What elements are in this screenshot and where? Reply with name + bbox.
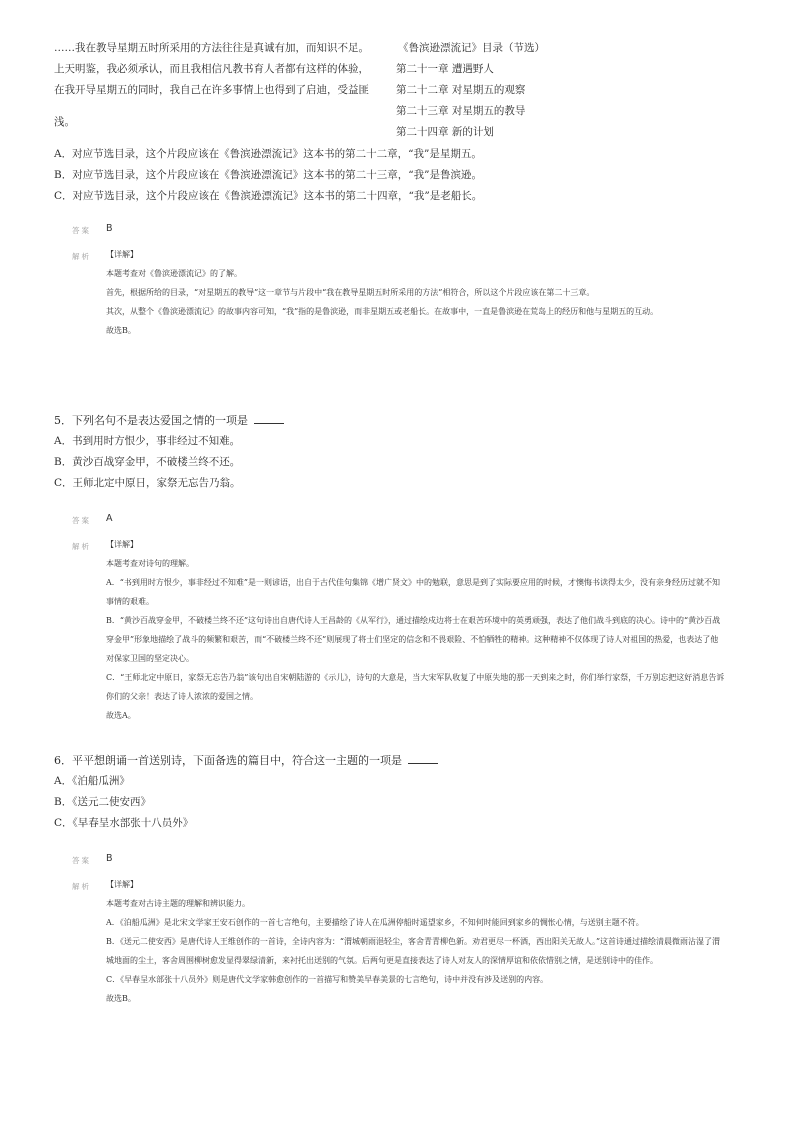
option-b: B．黄沙百战穿金甲，不破楼兰终不还。 [54,456,241,468]
toc-item: 第二十一章 遭遇野人 [396,63,494,75]
question-text: 5．下列名句不是表达爱国之情的一项是 [54,414,248,427]
option-b: B．对应节选目录，这个片段应该在《鲁滨逊漂流记》这本书的第二十三章，“我”是鲁滨逊。 [54,169,482,181]
analysis-para: A．《泊船瓜洲》是北宋文学家王安石创作的一首七言绝句，主要描绘了诗人在瓜洲停船时遥望家乡，不知何时能回到家乡的惆怅心情，与送别主题不符。 [106,918,644,927]
analysis-para: 本题考查对诗句的理解。 [106,559,194,568]
analysis-para: 本题考查对古诗主题的理解和辨识能力。 [106,899,250,908]
answer-value: A [106,513,113,524]
analysis-para: 其次，从整个《鲁滨逊漂流记》的故事内容可知，“我”指的是鲁滨逊，而非星期五或老船长。在故事中，一直是鲁滨逊在荒岛上的经历和他与星期五的互动。 [106,307,659,316]
analysis-block [106,245,726,340]
answer-label: 答案 [72,516,91,525]
analysis-para: 【详解】 [106,880,138,889]
toc-item: 第二十三章 对星期五的教导 [396,105,526,117]
answer-value: B [106,223,113,234]
analysis-label: 解析 [72,542,91,551]
analysis-para: B．《送元二使安西》是唐代诗人王维创作的一首诗，全诗内容为：“渭城朝雨浥轻尘，客舍青青柳色新。劝君更尽一杯酒，西出阳关无故人。”这首诗通过描绘清晨微雨沾湿了渭城地面的尘土，客舍周围柳树愈发显得翠绿清新，来衬托出送别的气氛。后两句更是直接表达了诗人对友人的深情厚谊和依依惜别之情，是送别诗中的佳作。 [106,937,721,965]
passage-line: 上天明鉴，我必须承认，而且我相信凡教书育人者都有这样的体验， [54,63,369,75]
analysis-para: 故选A。 [106,711,136,720]
toc-item: 第二十二章 对星期五的观察 [396,84,526,96]
answer-blank [254,413,284,424]
analysis-para: 故选B。 [106,994,136,1003]
answer-label: 答案 [72,226,91,235]
analysis-para: 故选B。 [106,326,136,335]
passage-line: 浅。 [54,116,75,128]
analysis-para: 【详解】 [106,250,138,259]
passage-line: 在我开导星期五的同时，我自己在许多事情上也得到了启迪，受益匪 [54,84,369,96]
passage-line: ……我在教导星期五时所采用的方法往往是真诚有加，而知识不足。 [54,42,369,54]
answer-blank [408,753,438,764]
option-a: A．《泊船瓜洲》 [54,775,130,787]
question-stem [54,412,284,428]
analysis-label: 解析 [72,252,91,261]
toc-item: 第二十四章 新的计划 [396,126,494,138]
analysis-block [106,875,726,1008]
toc-title: 《鲁滨逊漂流记》目录（节选） [398,42,545,54]
option-b: B．《送元二使安西》 [54,796,151,808]
answer-value: B [106,853,113,864]
analysis-para: 首先，根据所给的目录，“对星期五的教导”这一章节与片段中“我在教导星期五时所采用的方法”相符合，所以这个片段应该在第二十三章。 [106,288,595,297]
analysis-para: 【详解】 [106,540,138,549]
analysis-para: C．“王师北定中原日，家祭无忘告乃翁”该句出自宋朝陆游的《示儿》，诗句的大意是，当大宋军队收复了中原失地的那一天到来之时，你们举行家祭，千万别忘把这好消息告诉你们的父亲！表达了诗人浓浓的爱国之情。 [106,673,725,701]
analysis-para: A．“书到用时方恨少，事非经过不知难”是一则谚语，出自于古代佳句集锦《增广贤文》中的勉联，意思是到了实际要应用的时候，才懊悔书读得太少，没有亲身经历过就不知事情的艰难。 [106,578,720,606]
answer-label: 答案 [72,856,91,865]
analysis-para: C．《早春呈水部张十八员外》则是唐代文学家韩愈创作的一首描写和赞美早春美景的七言绝句，诗中并没有涉及送别的内容。 [106,975,549,984]
question-stem [54,752,438,768]
analysis-label: 解析 [72,882,91,891]
option-a: A．对应节选目录，这个片段应该在《鲁滨逊漂流记》这本书的第二十二章，“我”是星期五。 [54,148,482,160]
option-c: C．《早春呈水部张十八员外》 [54,817,194,829]
analysis-para: 本题考查对《鲁滨逊漂流记》的了解。 [106,269,242,278]
option-c: C．对应节选目录，这个片段应该在《鲁滨逊漂流记》这本书的第二十四章，“我”是老船长。 [54,190,483,202]
option-a: A．书到用时方恨少，事非经过不知难。 [54,435,241,447]
question-text: 6．平平想朗诵一首送别诗，下面备选的篇目中，符合这一主题的一项是 [54,754,402,767]
option-c: C．王师北定中原日，家祭无忘告乃翁。 [54,477,241,489]
analysis-block [106,535,726,725]
analysis-para: B．“黄沙百战穿金甲，不破楼兰终不还”这句诗出自唐代诗人王昌龄的《从军行》，通过描绘戍边将士在艰苦环境中的英勇顽强，表达了他们战斗到底的决心。诗中的“黄沙百战穿金甲”形象地描绘了战斗的频繁和艰苦，而“不破楼兰终不还”则展现了将士们坚定的信念和不畏艰险、不怕牺牲的精神。这种精神不仅体现了诗人对祖国的热爱，也表达了他对保家卫国的坚定决心。 [106,616,721,663]
